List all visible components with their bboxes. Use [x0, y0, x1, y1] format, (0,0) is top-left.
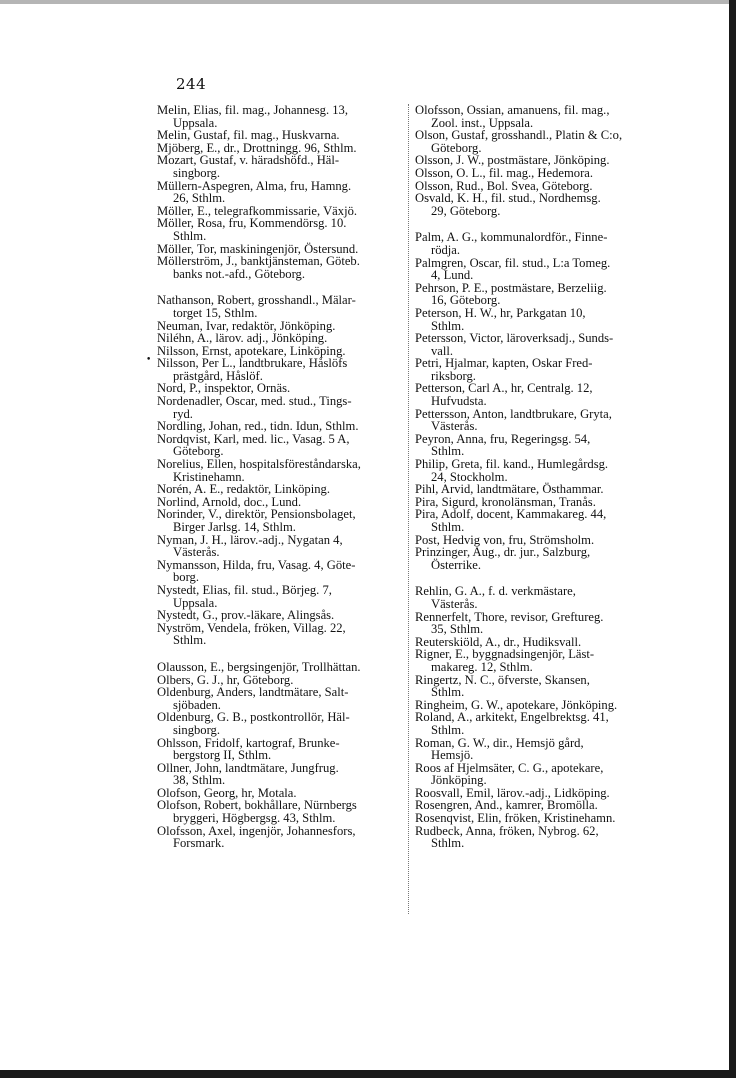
directory-entry — [415, 711, 669, 736]
entry-line: Olofson, Robert, bokhållare, Nürnbergs — [157, 798, 357, 813]
entry-line: Nystedt, Elias, fil. stud., Börjeg. 7, — [157, 582, 332, 597]
section-gap — [415, 217, 669, 231]
entry-line: Möller, Tor, maskiningenjör, Östersund. — [157, 241, 359, 256]
entry-line: Roland, A., arkitekt, Engelbrektsg. 41, — [415, 710, 609, 725]
entry-continuation: Göteborg. — [431, 140, 482, 155]
entry-continuation: Sthlm. — [431, 520, 465, 534]
entry-continuation: Västerås. — [431, 596, 478, 611]
entry-continuation: ryd. — [173, 406, 193, 421]
directory-entry — [157, 104, 405, 129]
entry-continuation: borg. — [173, 570, 200, 585]
entry-continuation: Uppsala. — [173, 595, 218, 610]
entry-line: Ohlsson, Fridolf, kartograf, Brunke- — [157, 735, 340, 750]
entry-continuation: makareg. 12, Sthlm. — [431, 659, 533, 674]
entry-continuation: Sthlm. — [173, 633, 207, 648]
entry-line: Ringheim, G. W., apotekare, Jönköping. — [415, 697, 618, 712]
directory-entry — [415, 282, 669, 307]
entry-line: Peyron, Anna, fru, Regeringsg. 54, — [415, 431, 591, 446]
directory-entry — [415, 382, 669, 407]
scan-top-edge — [0, 0, 736, 4]
entry-continuation: Hufvudsta. — [431, 394, 487, 409]
directory-entry — [415, 332, 669, 357]
entry-line: Post, Hedvig von, fru, Strömsholm. — [415, 532, 595, 547]
scan-bottom-edge — [0, 1070, 736, 1078]
entry-continuation: banks not.-afd., Göteborg. — [173, 266, 305, 281]
entry-continuation: Forsmark. — [173, 836, 225, 851]
directory-entry — [157, 217, 405, 242]
directory-entry — [157, 686, 405, 711]
entry-line: Niléhn, A., lärov. adj., Jönköping. — [157, 331, 328, 346]
entry-line: Nystedt, G., prov.-läkare, Alingsås. — [157, 608, 335, 623]
directory-entry — [415, 433, 669, 458]
directory-entry — [157, 508, 405, 533]
entry-continuation: 29, Göteborg. — [431, 203, 501, 218]
entry-continuation: prästgård, Håslöf. — [173, 368, 263, 383]
entry-line: Petri, Hjalmar, kapten, Oskar Fred- — [415, 356, 593, 371]
entry-line: Roosvall, Emil, lärov.-adj., Lidköping. — [415, 785, 610, 800]
entry-line: Palm, A. G., kommunalordför., Finne- — [415, 230, 608, 245]
entry-continuation: 35, Sthlm. — [431, 622, 484, 637]
directory-entry — [157, 584, 405, 609]
entry-line: Pettersson, Anton, landtbrukare, Gryta, — [415, 406, 612, 421]
entry-continuation: rödja. — [431, 242, 461, 257]
directory-entry — [157, 559, 405, 584]
right-column — [415, 104, 669, 850]
entry-line: Rudbeck, Anna, fröken, Nybrog. 62, — [415, 823, 599, 838]
entry-line: Nordling, Johan, red., tidn. Idun, Sthlm. — [157, 419, 359, 434]
entry-line: Möller, Rosa, fru, Kommendörsg. 10. — [157, 216, 347, 231]
entry-continuation: Sthlm. — [431, 318, 465, 333]
entry-line: Petterson, Carl A., hr, Centralg. 12, — [415, 381, 593, 396]
entry-continuation: 24, Stockholm. — [431, 469, 508, 484]
entry-line: Nord, P., inspektor, Ornäs. — [157, 381, 291, 396]
entry-continuation: 26, Sthlm. — [173, 191, 226, 206]
directory-entry — [415, 508, 669, 533]
entry-continuation: 38, Sthlm. — [173, 773, 226, 788]
entry-line: Pira, Sigurd, kronolänsman, Tranås. — [415, 494, 596, 509]
entry-line: Norelius, Ellen, hospitalsföreståndarska, — [157, 457, 361, 472]
entry-line: Melin, Elias, fil. mag., Johannesg. 13, — [157, 103, 348, 117]
entry-line: Pehrson, P. E., postmästare, Berzeliig. — [415, 280, 607, 295]
entry-line: Roos af Hjelmsäter, C. G., apotekare, — [415, 760, 604, 775]
entry-line: Nathanson, Robert, grosshandl., Mälar- — [157, 293, 356, 308]
entry-line: Peterson, H. W., hr, Parkgatan 10, — [415, 305, 586, 320]
section-gap — [415, 571, 669, 585]
entry-continuation: Jönköping. — [431, 773, 487, 788]
entry-continuation: Zool. inst., Uppsala. — [431, 115, 534, 130]
entry-line: Nyman, J. H., lärov.-adj., Nygatan 4, — [157, 532, 343, 547]
entry-continuation: singborg. — [173, 165, 220, 180]
entry-continuation: bergstorg II, Sthlm. — [173, 748, 272, 763]
entry-line: Olsson, J. W., postmästare, Jönköping. — [415, 153, 610, 168]
directory-entry — [415, 104, 669, 129]
entry-line: Palmgren, Oscar, fil. stud., L:a Tomeg. — [415, 255, 611, 270]
entry-line: Rennerfelt, Thore, revisor, Greftureg. — [415, 609, 604, 624]
entry-continuation: sjöbaden. — [173, 697, 221, 712]
entry-line: Philip, Greta, fil. kand., Humlegårdsg. — [415, 457, 609, 472]
directory-entry — [415, 307, 669, 332]
entry-continuation: vall. — [431, 343, 454, 358]
directory-entry — [157, 255, 405, 280]
directory-entry — [157, 395, 405, 420]
entry-continuation: Västerås. — [173, 545, 220, 560]
entry-line: Olausson, E., bergsingenjör, Trollhättan. — [157, 659, 361, 674]
entry-line: Olson, Gustaf, grosshandl., Platin & C:o, — [415, 128, 623, 143]
entry-continuation: Göteborg. — [173, 444, 224, 459]
directory-entry — [157, 622, 405, 647]
entry-line: Rosengren, And., kamrer, Bromölla. — [415, 798, 598, 813]
directory-entry — [415, 546, 669, 571]
entry-continuation: Birger Jarlsg. 14, Sthlm. — [173, 520, 296, 534]
entry-continuation: Västerås. — [431, 419, 478, 434]
entry-line: Norinder, V., direktör, Pensionsbolaget, — [157, 507, 356, 522]
directory-entry — [415, 674, 669, 699]
directory-entry — [415, 611, 669, 636]
entry-line: Roman, G. W., dir., Hemsjö gård, — [415, 735, 584, 750]
entry-line: Prinzinger, Aug., dr. jur., Salzburg, — [415, 545, 591, 560]
entry-line: Olofsson, Ossian, amanuens, fil. mag., — [415, 103, 610, 117]
entry-line: Mjöberg, E., dr., Drottningg. 96, Sthlm. — [157, 140, 357, 155]
entry-line: Osvald, K. H., fil. stud., Nordhemsg. — [415, 191, 601, 206]
entry-line: Oldenburg, Anders, landtmätare, Salt- — [157, 685, 349, 700]
entry-continuation: Kristinehamn. — [173, 469, 245, 484]
entry-line: Mozart, Gustaf, v. häradshöfd., Häl- — [157, 153, 340, 168]
entry-continuation: riksborg. — [431, 368, 476, 383]
entry-continuation: Sthlm. — [431, 722, 465, 737]
entry-line: Nordenadler, Oscar, med. stud., Tings- — [157, 394, 352, 409]
entry-continuation: Uppsala. — [173, 115, 218, 130]
directory-entry — [415, 762, 669, 787]
directory-entry — [415, 357, 669, 382]
entry-continuation: Sthlm. — [173, 228, 207, 243]
directory-entry — [157, 534, 405, 559]
entry-line: Norén, A. E., redaktör, Linköping. — [157, 482, 330, 497]
directory-entry — [157, 294, 405, 319]
entry-line: Norlind, Arnold, doc., Lund. — [157, 494, 302, 509]
entry-line: Ringertz, N. C., öfverste, Skansen, — [415, 672, 590, 687]
section-gap — [157, 647, 405, 661]
directory-entry — [415, 585, 669, 610]
entry-line: Möller, E., telegrafkommissarie, Växjö. — [157, 203, 358, 218]
column-divider — [408, 104, 409, 914]
entry-continuation: bryggeri, Högbergsg. 43, Sthlm. — [173, 811, 336, 826]
entry-line: Neuman, Ivar, redaktör, Jönköping. — [157, 318, 336, 333]
directory-entry — [157, 154, 405, 179]
entry-line: Rigner, E., byggnadsingenjör, Läst- — [415, 647, 595, 662]
directory-entry — [415, 408, 669, 433]
directory-entry — [157, 357, 405, 382]
entry-line: Rosenqvist, Elin, fröken, Kristinehamn. — [415, 811, 616, 826]
entry-line: Rehlin, G. A., f. d. verkmästare, — [415, 584, 576, 599]
scan-right-edge — [729, 0, 736, 1078]
section-gap — [157, 280, 405, 294]
entry-line: Pira, Adolf, docent, Kammakareg. 44, — [415, 507, 607, 522]
entry-continuation: 4, Lund. — [431, 268, 474, 283]
entry-line: Oldenburg, G. B., postkontrollör, Häl- — [157, 710, 350, 725]
entry-continuation: Sthlm. — [431, 444, 465, 459]
directory-entry — [415, 129, 669, 154]
entry-line: Nilsson, Ernst, apotekare, Linköping. — [157, 343, 346, 358]
directory-entry — [157, 180, 405, 205]
entry-line: Nilsson, Per L., landtbrukare, Håslöfs — [157, 356, 348, 371]
directory-entry — [415, 648, 669, 673]
entry-line: Petersson, Victor, läroverksadj., Sunds- — [415, 331, 614, 346]
directory-entry — [415, 458, 669, 483]
entry-line: Melin, Gustaf, fil. mag., Huskvarna. — [157, 128, 340, 143]
entry-line: Nyström, Vendela, fröken, Villag. 22, — [157, 620, 346, 635]
directory-entry — [157, 825, 405, 850]
entry-line: Möllerström, J., banktjänsteman, Göteb. — [157, 254, 360, 269]
entry-continuation: Sthlm. — [431, 685, 465, 700]
left-column — [157, 104, 405, 850]
entry-line: Nordqvist, Karl, med. lic., Vasag. 5 A, — [157, 431, 350, 446]
directory-entry — [157, 737, 405, 762]
directory-entry — [157, 762, 405, 787]
entry-continuation: Österrike. — [431, 557, 482, 572]
directory-entry — [415, 737, 669, 762]
entry-line: Olbers, G. J., hr, Göteborg. — [157, 672, 294, 687]
entry-line: Olsson, O. L., fil. mag., Hedemora. — [415, 165, 594, 180]
page-number: 244 — [176, 75, 207, 93]
entry-line: Olofson, Georg, hr, Motala. — [157, 785, 297, 800]
entry-line: Ollner, John, landtmätare, Jungfrug. — [157, 760, 339, 775]
entry-continuation: Hemsjö. — [431, 748, 474, 763]
directory-entry — [157, 711, 405, 736]
entry-continuation: torget 15, Sthlm. — [173, 305, 258, 320]
entry-line: Reuterskiöld, A., dr., Hudiksvall. — [415, 634, 582, 649]
directory-entry — [415, 231, 669, 256]
directory-entry — [415, 257, 669, 282]
entry-continuation: singborg. — [173, 722, 220, 737]
directory-entry — [157, 799, 405, 824]
entry-line: Pihl, Arvid, landtmätare, Östhammar. — [415, 482, 604, 497]
directory-entry — [157, 433, 405, 458]
entry-line: Nymansson, Hilda, fru, Vasag. 4, Göte- — [157, 557, 356, 572]
margin-mark: • — [146, 355, 152, 365]
directory-entry — [415, 192, 669, 217]
directory-entry — [157, 458, 405, 483]
directory-entry — [415, 825, 669, 850]
entry-line: Müllern-Aspegren, Alma, fru, Hamng. — [157, 178, 352, 193]
entry-line: Olsson, Rud., Bol. Svea, Göteborg. — [415, 178, 593, 193]
entry-line: Olofsson, Axel, ingenjör, Johannesfors, — [157, 823, 356, 838]
entry-continuation: 16, Göteborg. — [431, 293, 501, 308]
entry-continuation: Sthlm. — [431, 836, 465, 851]
